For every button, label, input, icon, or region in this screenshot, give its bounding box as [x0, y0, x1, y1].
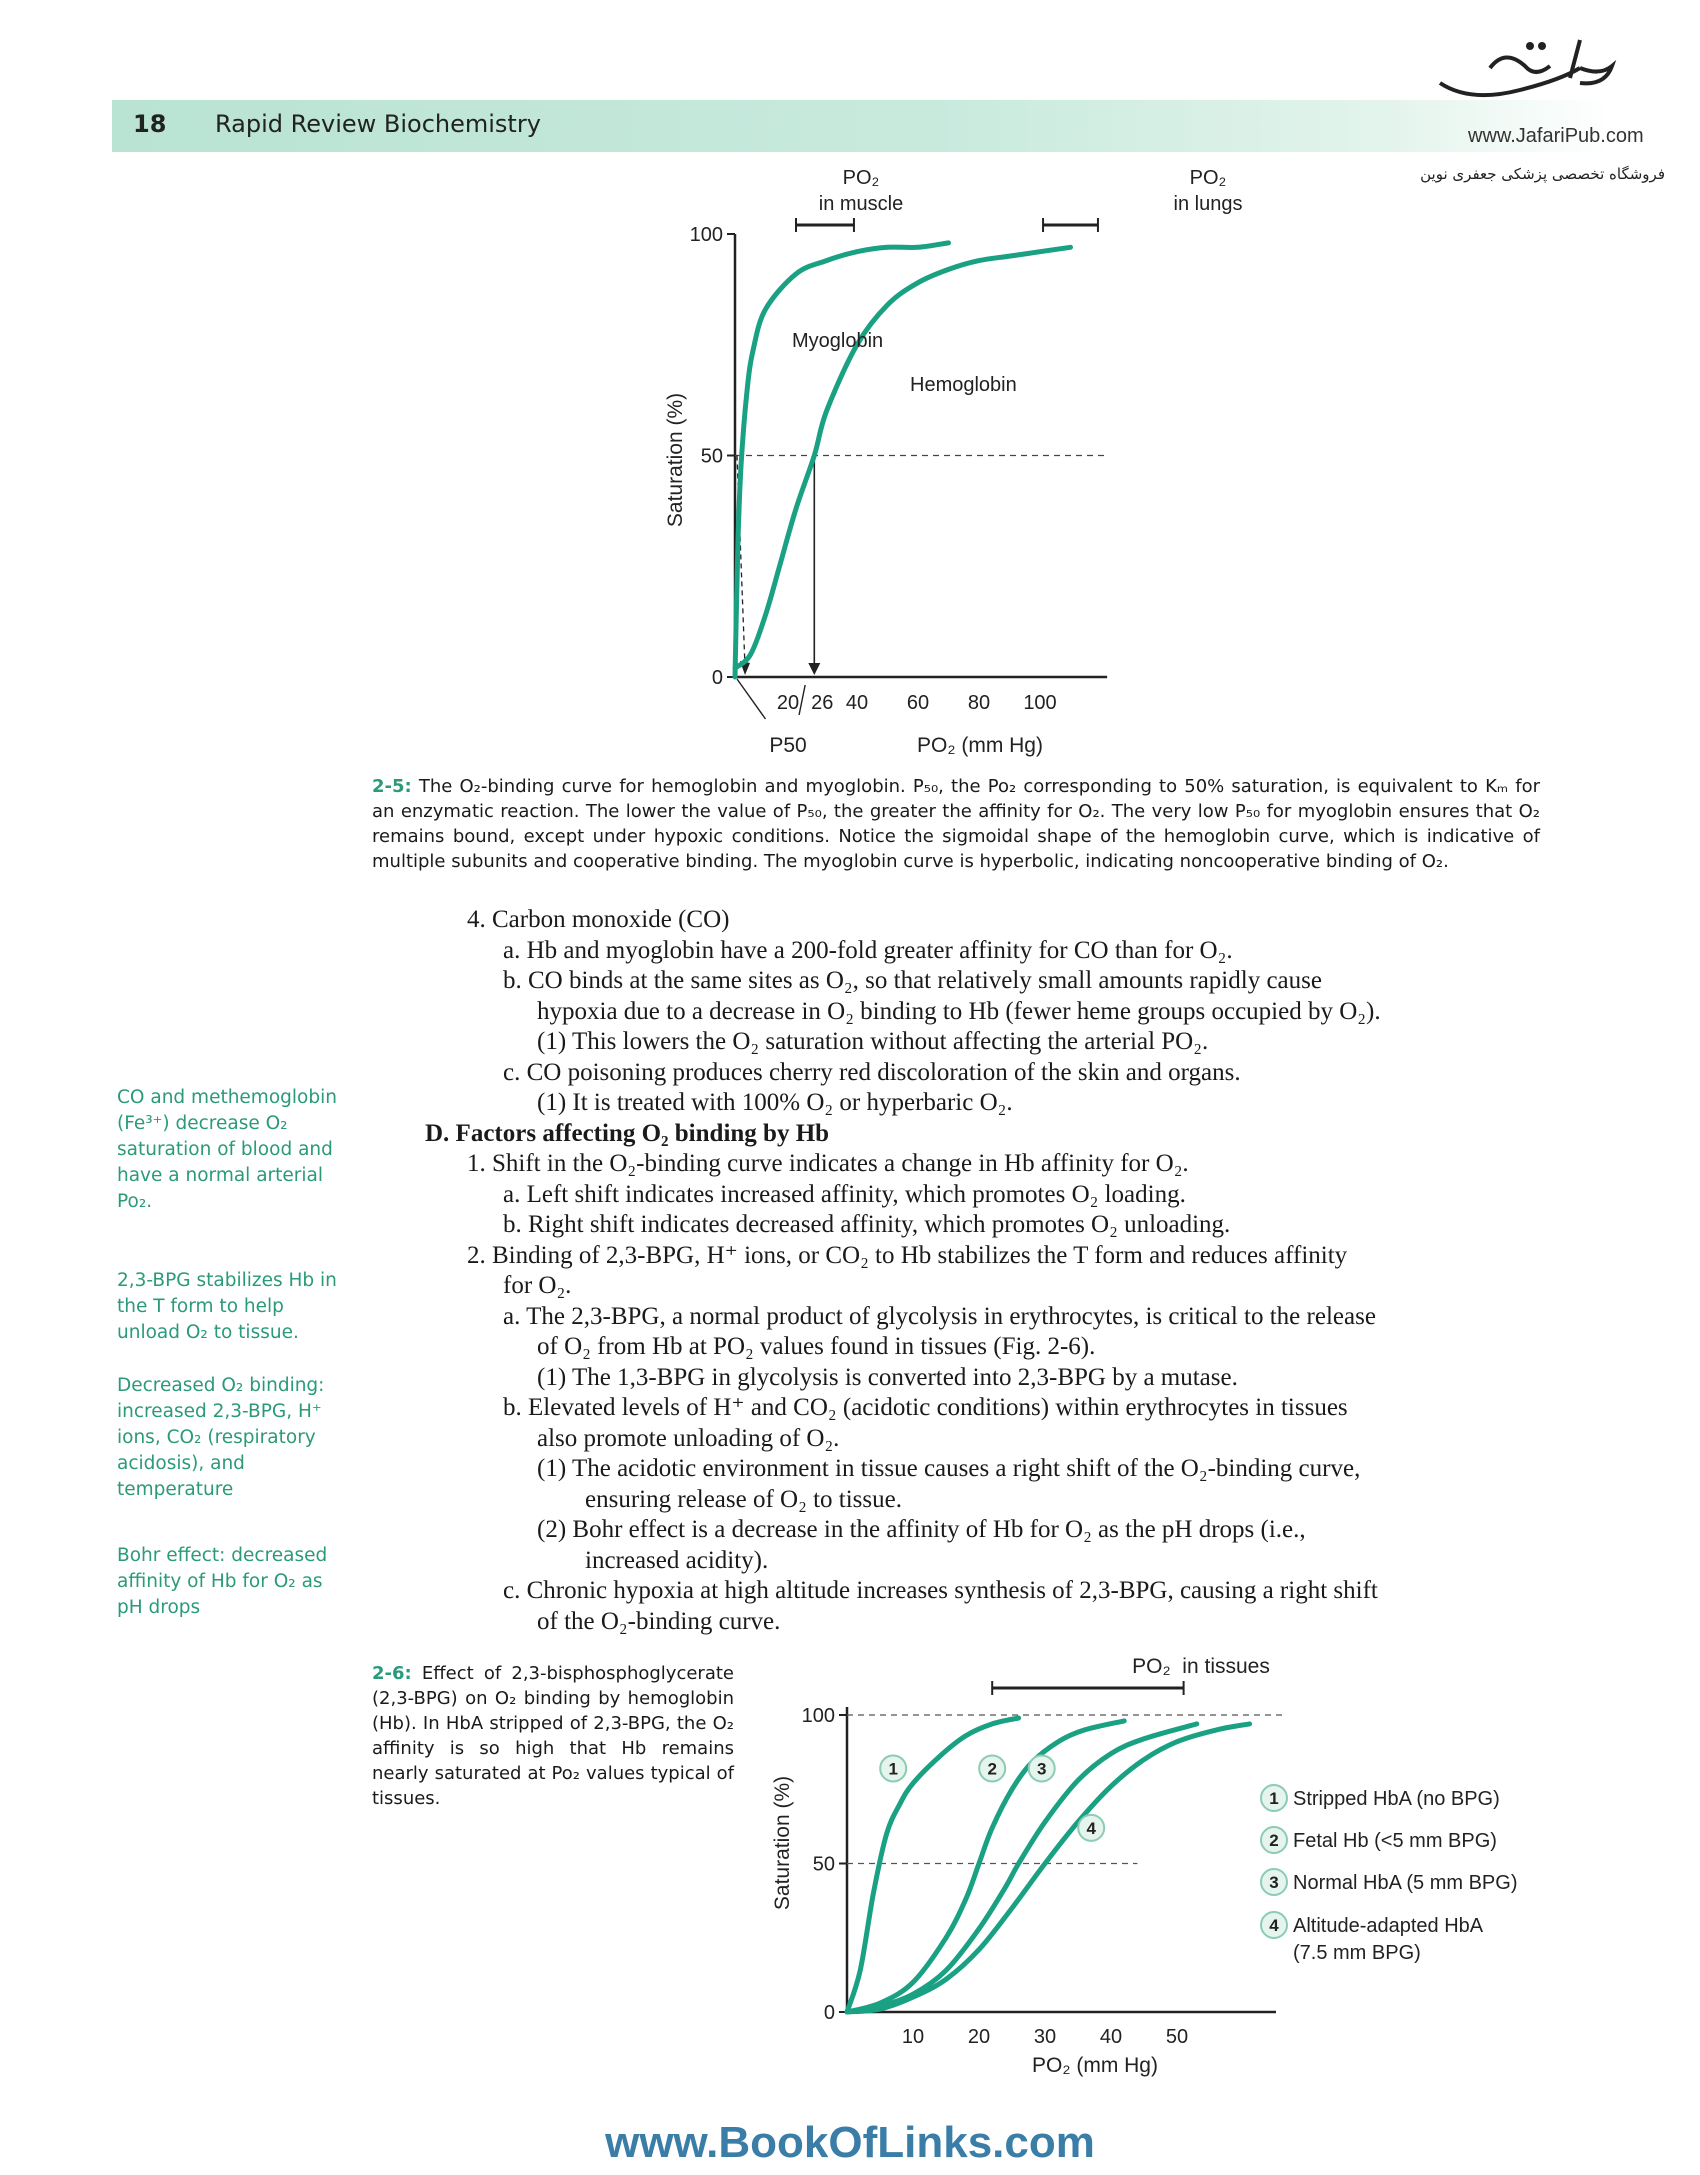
figure-label: 2-6: [372, 1663, 412, 1684]
x-tick-label: 20 [776, 692, 800, 714]
curve-number-label: 2 [987, 1759, 997, 1779]
outline-item-d1: 1. Shift in the O₂-binding curve indicates a change in Hb affinity for O₂. [467, 1150, 1189, 1177]
lungs-bracket-label-2: in lungs [1173, 193, 1243, 215]
y-axis-label: Saturation (%) [771, 1775, 794, 1911]
figure-2-5-caption [372, 774, 1540, 874]
outline-item-d1b: b. Right shift indicates decreased affinity, which promotes O₂ unloading. [503, 1211, 1231, 1238]
lungs-bracket-label-1: PO₂ [1189, 167, 1227, 189]
y-tick-label: 0 [823, 2002, 835, 2024]
outline-item-d2-cont: for O₂. [503, 1272, 572, 1299]
legend-entry-label: Fetal Hb (<5 mm BPG) [1293, 1830, 1497, 1852]
hemoglobin-series-label: Hemoglobin [910, 374, 1017, 396]
outline-item-d2b: b. Elevated levels of H⁺ and CO₂ (acidotic conditions) within erythrocytes in tissues [503, 1394, 1348, 1421]
outline-item-d2b-cont: also promote unloading of O₂. [537, 1425, 840, 1452]
outline-item-d2a1: (1) The 1,3-BPG in glycolysis is converted into 2,3-BPG by a mutase. [537, 1364, 1238, 1391]
footer-link[interactable]: www.BookOfLinks.com [605, 2118, 1095, 2167]
outline-item-d2b1-cont: ensuring release of O₂ to tissue. [585, 1486, 902, 1513]
x-tick-label: 100 [1023, 692, 1057, 714]
page-number: 18 [133, 110, 167, 138]
muscle-bracket-label-1: PO₂ [842, 167, 880, 189]
outline-item-4b1: (1) This lowers the O₂ saturation without affecting the arterial PO₂. [537, 1028, 1209, 1055]
figure-2-5-chart [640, 160, 1280, 760]
x-tick-label: 40 [1099, 2026, 1123, 2048]
curve-number-label: 4 [1086, 1818, 1096, 1838]
x-axis-label: PO₂ (mm Hg) [1032, 2054, 1158, 2077]
margin-note-bohr: Bohr effect: decreased affinity of Hb for O₂ as pH drops [117, 1545, 328, 1618]
hemoglobin-curve [735, 247, 1071, 668]
x-tick-label: 80 [967, 692, 991, 714]
p50-pointer-line [737, 679, 766, 719]
figure-2-6-caption [372, 1661, 734, 1811]
x-tick-label: 30 [1033, 2026, 1057, 2048]
curve-number-label: 3 [1036, 1759, 1047, 1779]
outline-item-4b-cont: hypoxia due to a decrease in O₂ binding to Hb (fewer heme groups occupied by O₂). [537, 998, 1381, 1025]
x-tick-label: 60 [906, 692, 930, 714]
figure-2-6-chart [755, 1655, 1555, 2085]
x-axis-label: PO₂ (mm Hg) [917, 734, 1043, 757]
legend-marker-number: 2 [1269, 1831, 1279, 1850]
margin-note-decreased-binding: Decreased O₂ binding: increased 2,3-BPG, H⁺ ions, CO₂ (respiratory acidosis), and temperature [117, 1375, 325, 1500]
outline-item-d2b2: (2) Bohr effect is a decrease in the affinity of Hb for O₂ as the pH drops (i.e., [537, 1516, 1306, 1543]
y-tick-label: 100 [689, 224, 723, 246]
p50-arrow-icon [808, 663, 820, 675]
publisher-logo-icon [1430, 28, 1620, 108]
caption-text: The O₂-binding curve for hemoglobin and myoglobin. P₅₀, the Po₂ corresponding to 50% saturation, is equivalent to Kₘ for an enzymatic reaction. The lower the value of P₅₀, the greater the affinity for O₂. The very low P₅₀ for myoglobin ensures that O₂ remains bound, except under hypoxic conditions. Notice the sigmoidal shape of the hemoglobin curve, which is indicative of multiple subunits and cooperative binding. The myoglobin curve is hyperbolic, indicating noncooperative binding of O₂. [372, 776, 1540, 872]
legend-entry-label: Stripped HbA (no BPG) [1293, 1788, 1500, 1810]
section-heading-d: D. Factors affecting O₂ binding by Hb [425, 1120, 830, 1147]
curve-number-label: 1 [888, 1759, 898, 1779]
y-tick-label: 50 [812, 1853, 835, 1876]
outline-item-4b: b. CO binds at the same sites as O₂, so that relatively small amounts rapidly cause [503, 967, 1322, 994]
outline-item-d1a: a. Left shift indicates increased affinity, which promotes O₂ loading. [503, 1181, 1186, 1208]
x-tick-label: 40 [845, 692, 869, 714]
y-tick-label: 50 [700, 445, 723, 468]
muscle-bracket-label-2: in muscle [818, 193, 904, 215]
outline-item-d2c-cont: of the O₂-binding curve. [537, 1608, 781, 1635]
y-tick-label: 100 [801, 1705, 835, 1727]
x-tick-label: 26 [811, 692, 834, 714]
margin-note-co: CO and methemoglobin (Fe³⁺) decrease O₂ saturation of blood and have a normal arterial Po₂. [117, 1087, 337, 1212]
outline-item-4a: a. Hb and myoglobin have a 200-fold greater affinity for CO than for O₂. [503, 937, 1233, 964]
margin-note-bpg: 2,3-BPG stabilizes Hb in the T form to help unload O₂ to tissue. [117, 1270, 337, 1343]
legend-entry-label-cont: (7.5 mm BPG) [1293, 1942, 1421, 1964]
caption-text: Effect of 2,3-bisphosphoglycerate (2,3-BPG) on O₂ binding by hemoglobin (Hb). In HbA stripped of 2,3-BPG, the O₂ affinity is so high that Hb remains nearly saturated at Po₂ values typical of tissues. [372, 1663, 734, 1809]
y-axis-label: Saturation (%) [664, 392, 687, 528]
book-title: Rapid Review Biochemistry [215, 110, 541, 138]
legend-entry-label: Altitude-adapted HbA [1293, 1915, 1484, 1937]
outline-item-d2b1: (1) The acidotic environment in tissue causes a right shift of the O₂-binding curve, [537, 1455, 1361, 1482]
outline-item-d2a: a. The 2,3-BPG, a normal product of glycolysis in erythrocytes, is critical to the release [503, 1303, 1376, 1330]
p50-pointer-line [799, 685, 805, 715]
publisher-tagline: فروشگاه تخصصی پزشکی جعفری نوین [1420, 165, 1665, 183]
legend-marker-number: 1 [1269, 1789, 1279, 1808]
publisher-url[interactable]: www.JafariPub.com [1468, 125, 1644, 147]
outline-item-d2c: c. Chronic hypoxia at high altitude increases synthesis of 2,3-BPG, causing a right shift [503, 1577, 1378, 1604]
legend-marker-number: 4 [1269, 1916, 1279, 1935]
outline-item-d2b2-cont: increased acidity). [585, 1547, 769, 1574]
legend-entry-label: Normal HbA (5 mm BPG) [1293, 1872, 1518, 1894]
myoglobin-series-label: Myoglobin [792, 330, 884, 352]
outline-item-d2a-cont: of O₂ from Hb at PO₂ values found in tissues (Fig. 2-6). [537, 1333, 1096, 1360]
outline-item-4c1: (1) It is treated with 100% O₂ or hyperbaric O₂. [537, 1089, 1013, 1116]
tissues-bracket-label: PO₂ in tissues [1132, 1655, 1270, 1678]
outline-item-4: 4. Carbon monoxide (CO) [467, 906, 730, 933]
y-tick-label: 0 [711, 667, 723, 689]
x-tick-label: 50 [1165, 2026, 1189, 2048]
p50-label: P50 [769, 734, 807, 757]
outline-item-4c: c. CO poisoning produces cherry red discoloration of the skin and organs. [503, 1059, 1241, 1086]
legend-marker-number: 3 [1269, 1873, 1279, 1892]
x-tick-label: 10 [901, 2026, 925, 2048]
outline-item-d2: 2. Binding of 2,3-BPG, H⁺ ions, or CO₂ to Hb stabilizes the T form and reduces affinity [467, 1242, 1348, 1269]
figure-label: 2-5: [372, 776, 412, 797]
x-tick-label: 20 [967, 2026, 991, 2048]
